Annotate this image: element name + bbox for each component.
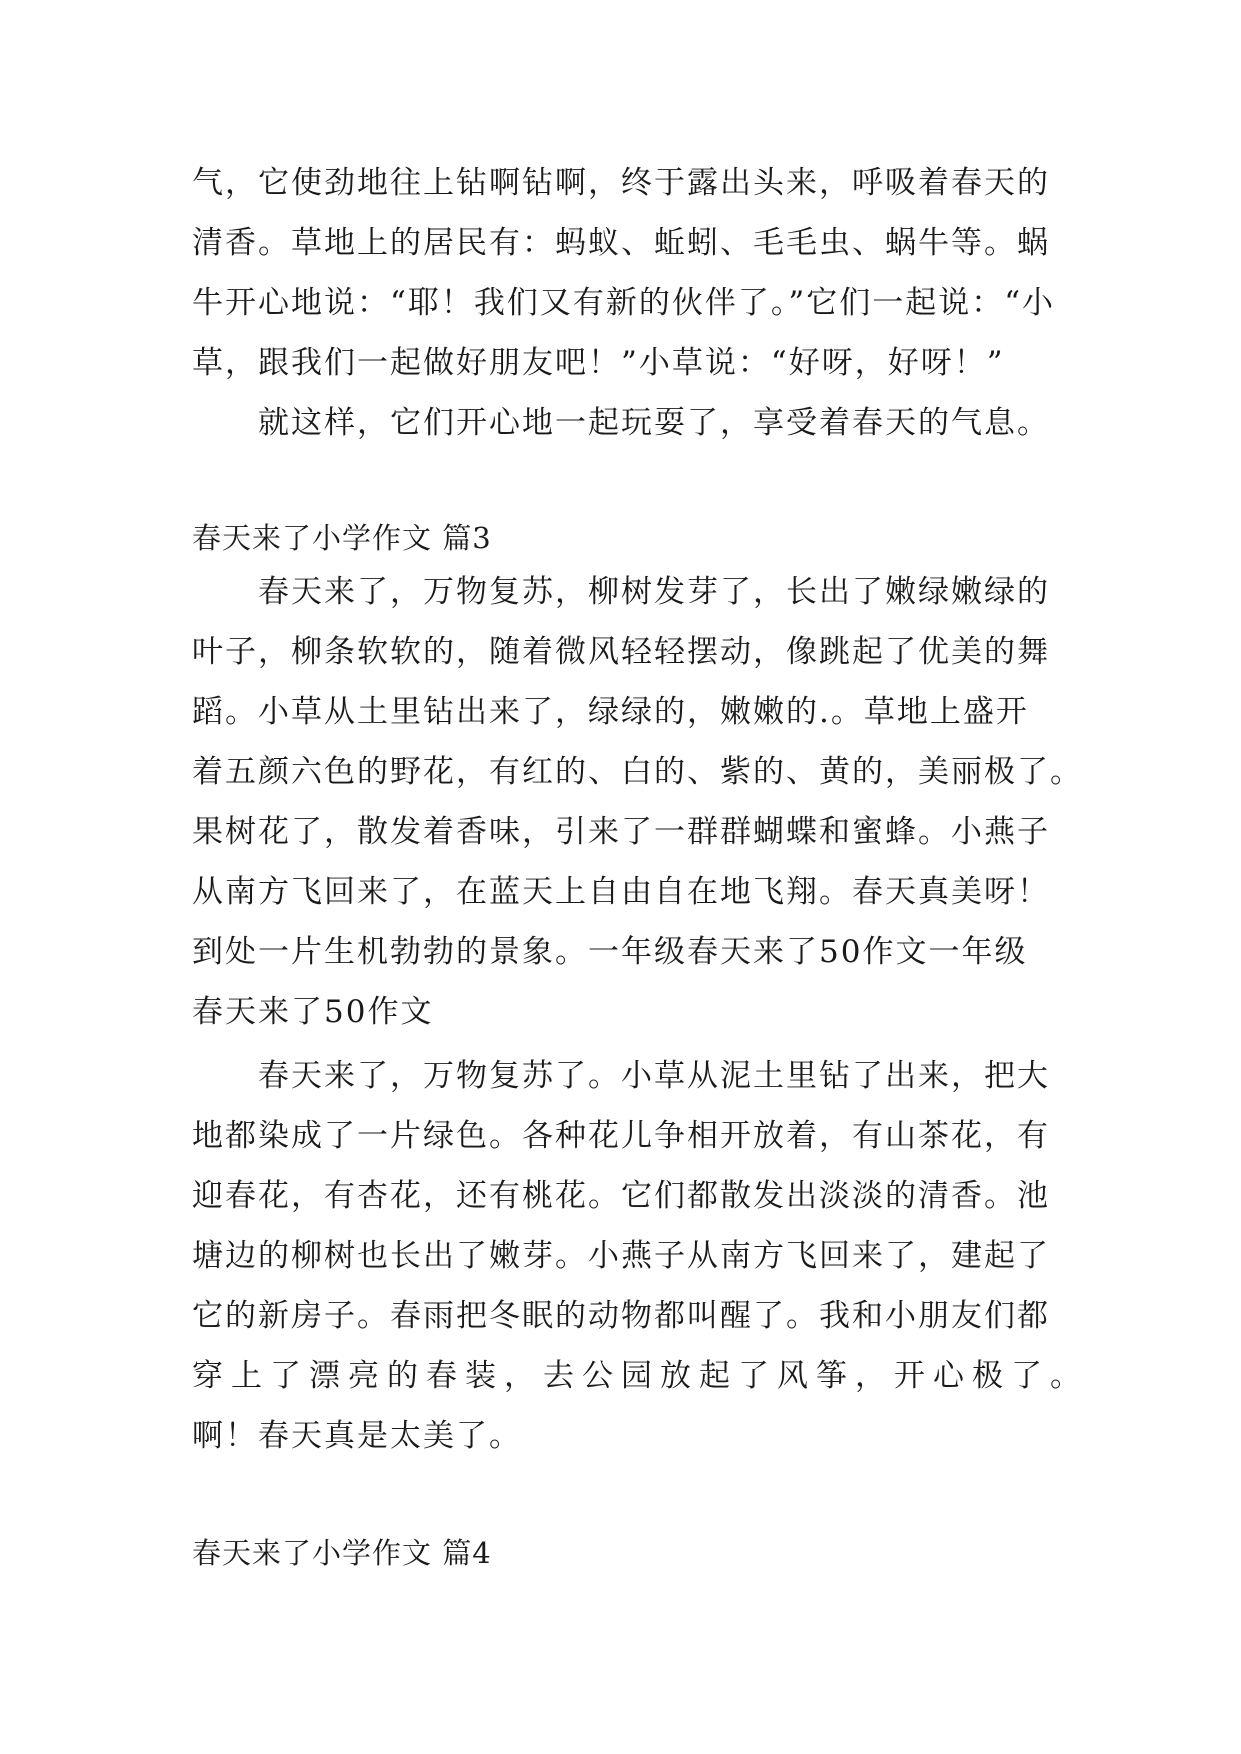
section-heading: 春天来了小学作文 篇3	[192, 521, 492, 555]
text-line: 就这样，它们开心地一起玩耍了，享受着春天的气息。	[258, 405, 1050, 441]
text-line: 春天来了50作文	[192, 994, 434, 1030]
text-line: 牛开心地说：“耶！我们又有新的伙伴了。”它们一起说：“小	[192, 285, 1056, 321]
text-line: 叶子，柳条软软的，随着微风轻轻摆动，像跳起了优美的舞	[192, 634, 1050, 670]
text-line: 清香。草地上的居民有：蚂蚁、蚯蚓、毛毛虫、蜗牛等。蜗	[192, 225, 1050, 261]
text-line: 到处一片生机勃勃的景象。一年级春天来了50作文一年级	[192, 934, 1028, 970]
text-line: 穿上了漂亮的春装，去公园放起了风筝，开心极了。	[192, 1358, 1089, 1394]
text-line: 它的新房子。春雨把冬眠的动物都叫醒了。我和小朋友们都	[192, 1298, 1050, 1334]
text-line: 气，它使劲地往上钻啊钻啊，终于露出头来，呼吸着春天的	[192, 165, 1050, 201]
text-line: 地都染成了一片绿色。各种花儿争相开放着，有山茶花，有	[192, 1118, 1050, 1154]
text-line: 春天来了，万物复苏，柳树发芽了，长出了嫩绿嫩绿的	[258, 574, 1050, 610]
text-line: 迎春花，有杏花，还有桃花。它们都散发出淡淡的清香。池	[192, 1178, 1050, 1214]
text-line: 草，跟我们一起做好朋友吧！”小草说：“好呀，好呀！”	[192, 345, 1005, 381]
text-line: 果树花了，散发着香味，引来了一群群蝴蝶和蜜蜂。小燕子	[192, 814, 1050, 850]
text-line: 从南方飞回来了，在蓝天上自由自在地飞翔。春天真美呀！	[192, 874, 1050, 910]
section-heading: 春天来了小学作文 篇4	[192, 1536, 492, 1570]
text-line: 塘边的柳树也长出了嫩芽。小燕子从南方飞回来了，建起了	[192, 1238, 1050, 1274]
text-line: 啊！春天真是太美了。	[192, 1418, 522, 1454]
text-line: 春天来了，万物复苏了。小草从泥土里钻了出来，把大	[258, 1058, 1050, 1094]
text-line: 蹈。小草从土里钻出来了，绿绿的，嫩嫩的.。草地上盛开	[192, 694, 1029, 730]
text-line: 着五颜六色的野花，有红的、白的、紫的、黄的，美丽极了。	[192, 754, 1083, 790]
